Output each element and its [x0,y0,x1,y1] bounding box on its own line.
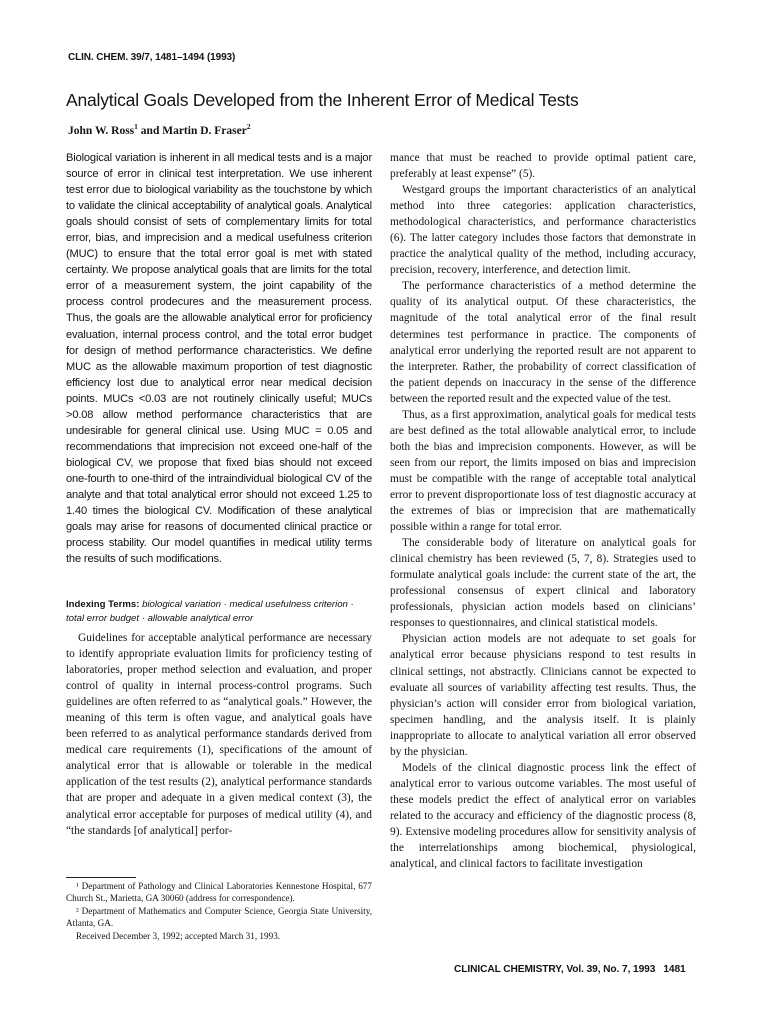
author-1: John W. Ross [68,124,135,137]
author-2-affiliation-mark: 2 [246,122,251,131]
paragraph: The performance characteristics of a method determine the quality of its analytical output. Of these characteristics, the magnitude of the total analytical error of the final result determines test performance in practice. The components of analytical error underlying the reported result are not apparent to the interpreter. Rather, the probability of correct classification of the patient depends on inaccuracy in the sense of the difference between the reported result and the expected value of the test. [390,280,696,405]
footer-journal: CLINICAL CHEMISTRY, Vol. 39, No. 7, 1993 [454,964,656,975]
index-terms-label: Indexing Terms: [66,599,140,610]
paragraph: The considerable body of literature on analytical goals for clinical chemistry has been reviewed (5, 7, 8). Strategies used to formulate analytical goals include: the current state of the art, the professional consensus of expert clinical and laboratory professionals, physician action models based on clinicians’ responses to questionnaires, and clinical statistical models. [390,537,696,630]
footnote-rule [66,877,136,878]
index-terms-list: biological variation · medical usefulness criterion · total error budget · allowable analytical error [66,599,354,624]
footnote-affiliation-2: ² Department of Mathematics and Computer Science, Georgia State University, Atlanta, GA. [66,905,372,929]
body-right-column [390,150,696,872]
author-connector: and [137,124,163,137]
journal-citation: CLIN. CHEM. 39/7, 1481–1494 (1993) [68,52,236,63]
paragraph: Models of the clinical diagnostic process link the effect of analytical error to various outcome variables. The most useful of these models predict the effect of analytical error on variables related to the accuracy and efficiency of the diagnostic process (8, 9). Extensive modeling procedures allow for sensitivity analysis of the interrelationships among biochemical, physiological, analytical, and clinical factors to facilitate investigation [390,761,696,871]
author-2: Martin D. Fraser [162,124,247,137]
author-1-affiliation-mark: 1 [134,122,138,131]
index-terms [66,598,372,626]
paragraph: Guidelines for acceptable analytical performance are necessary to identify appropriate evaluation limits for proficiency testing of laboratories, proper method selection and evaluation, and proper control of quality in internal process-control programs. Such guidelines are often referred to as “analytical goals.” However, the meaning of this term is often vague, and analytical goals have been referred to as analytical performance standards derived from medical care requirements (1), specifications of the amount of analytical error that is allowable or tolerable in the medical application of the test results (2), analytical performance standards that are proper and adequate in a given medical context (3), the analytical error acceptable for purposes of medical utility (4), and “the standards [of analytical] perfor- [66,632,372,837]
page-number: 1481 [663,964,686,975]
paragraph: Thus, as a first approximation, analytical goals for medical tests are best defined as the total allowable analytical error, to include both the bias and imprecision components. However, as will be seen from our report, the limits imposed on bias and imprecision must be compatible with the range of acceptable total analytical error to prevent disproportionate loss of test diagnostic accuracy at the extremes of bias or imprecision that are mathematically possible within a range for total error. [390,408,696,534]
article-title: Analytical Goals Developed from the Inherent Error of Medical Tests [66,90,579,110]
abstract: Biological variation is inherent in all medical tests and is a major source of error in clinical test interpretation. We use inherent test error due to biological variability as the touchstone by which to validate the clinical acceptability of analytical goals. Analytical goals should consist of sets of complementary limits for total error, bias, and imprecision and a medical usefulness criterion (MUC) to ensure that the total error goal is met with stated certainty. We propose analytical goals that are limits for the total error of a measurement system, the joint capability of the process control prodecures and the measurement process. Thus, the goals are the allowable analytical error for proficiency evaluation, internal process control, and the total error budget for design of method performance characteristics. We define MUC as the allowable maximum proportion of test diagnostic efficiency lost due to analytical error near medical decision points. MUCs <0.03 are not routinely clinically useful; MUCs >0.08 allow method performance characteristics that are undesirable for general clinical use. Using MUC = 0.05 and recommendations that imprecision not exceed one-half of the biological CV, we propose that fixed bias should not exceed one-fourth to one-third of the intraindividual biological CV of the analyte and that total analytical error should not exceed 1.25 to 1.40 times the biological CV. Modification of these analytical goals may arise for reasons of documented clinical practice or process stability. Our model quantifies in medical utility terms the results of such modifications. [66,152,372,566]
footnotes [66,880,372,942]
page-footer [454,964,686,975]
body-left-column [66,630,372,839]
paragraph: Westgard groups the important characteristics of an analytical method into three categories: application characteristics, methodological characteristics, and performance characteristics (6). The latter category includes those factors that demonstrate in practice the analytical quality of the method, including accuracy, precision, recovery, interference, and detection limit. [390,184,696,277]
received-dates: Received December 3, 1992; accepted March 31, 1993. [76,930,281,941]
paragraph: Physician action models are not adequate to set goals for analytical error because physicians respond to test results in clinical settings, not abstractly. Clinicians cannot be expected to evaluate all sources of variability affecting test results. Thus, the physician’s action will consider error from biological variation, specimen handling, and the analysis itself. It is plainly inappropriate to allocate to analytical variation all error observed by the physician. [390,633,696,758]
author-line [68,122,251,137]
footnote-affiliation-1: ¹ Department of Pathology and Clinical Laboratories Kennestone Hospital, 677 Church St., Marietta, GA 30060 (address for correspondence). [66,881,372,904]
paragraph: mance that must be reached to provide optimal patient care, preferably at least expense” (5). [390,152,696,181]
abstract-column [66,150,372,567]
